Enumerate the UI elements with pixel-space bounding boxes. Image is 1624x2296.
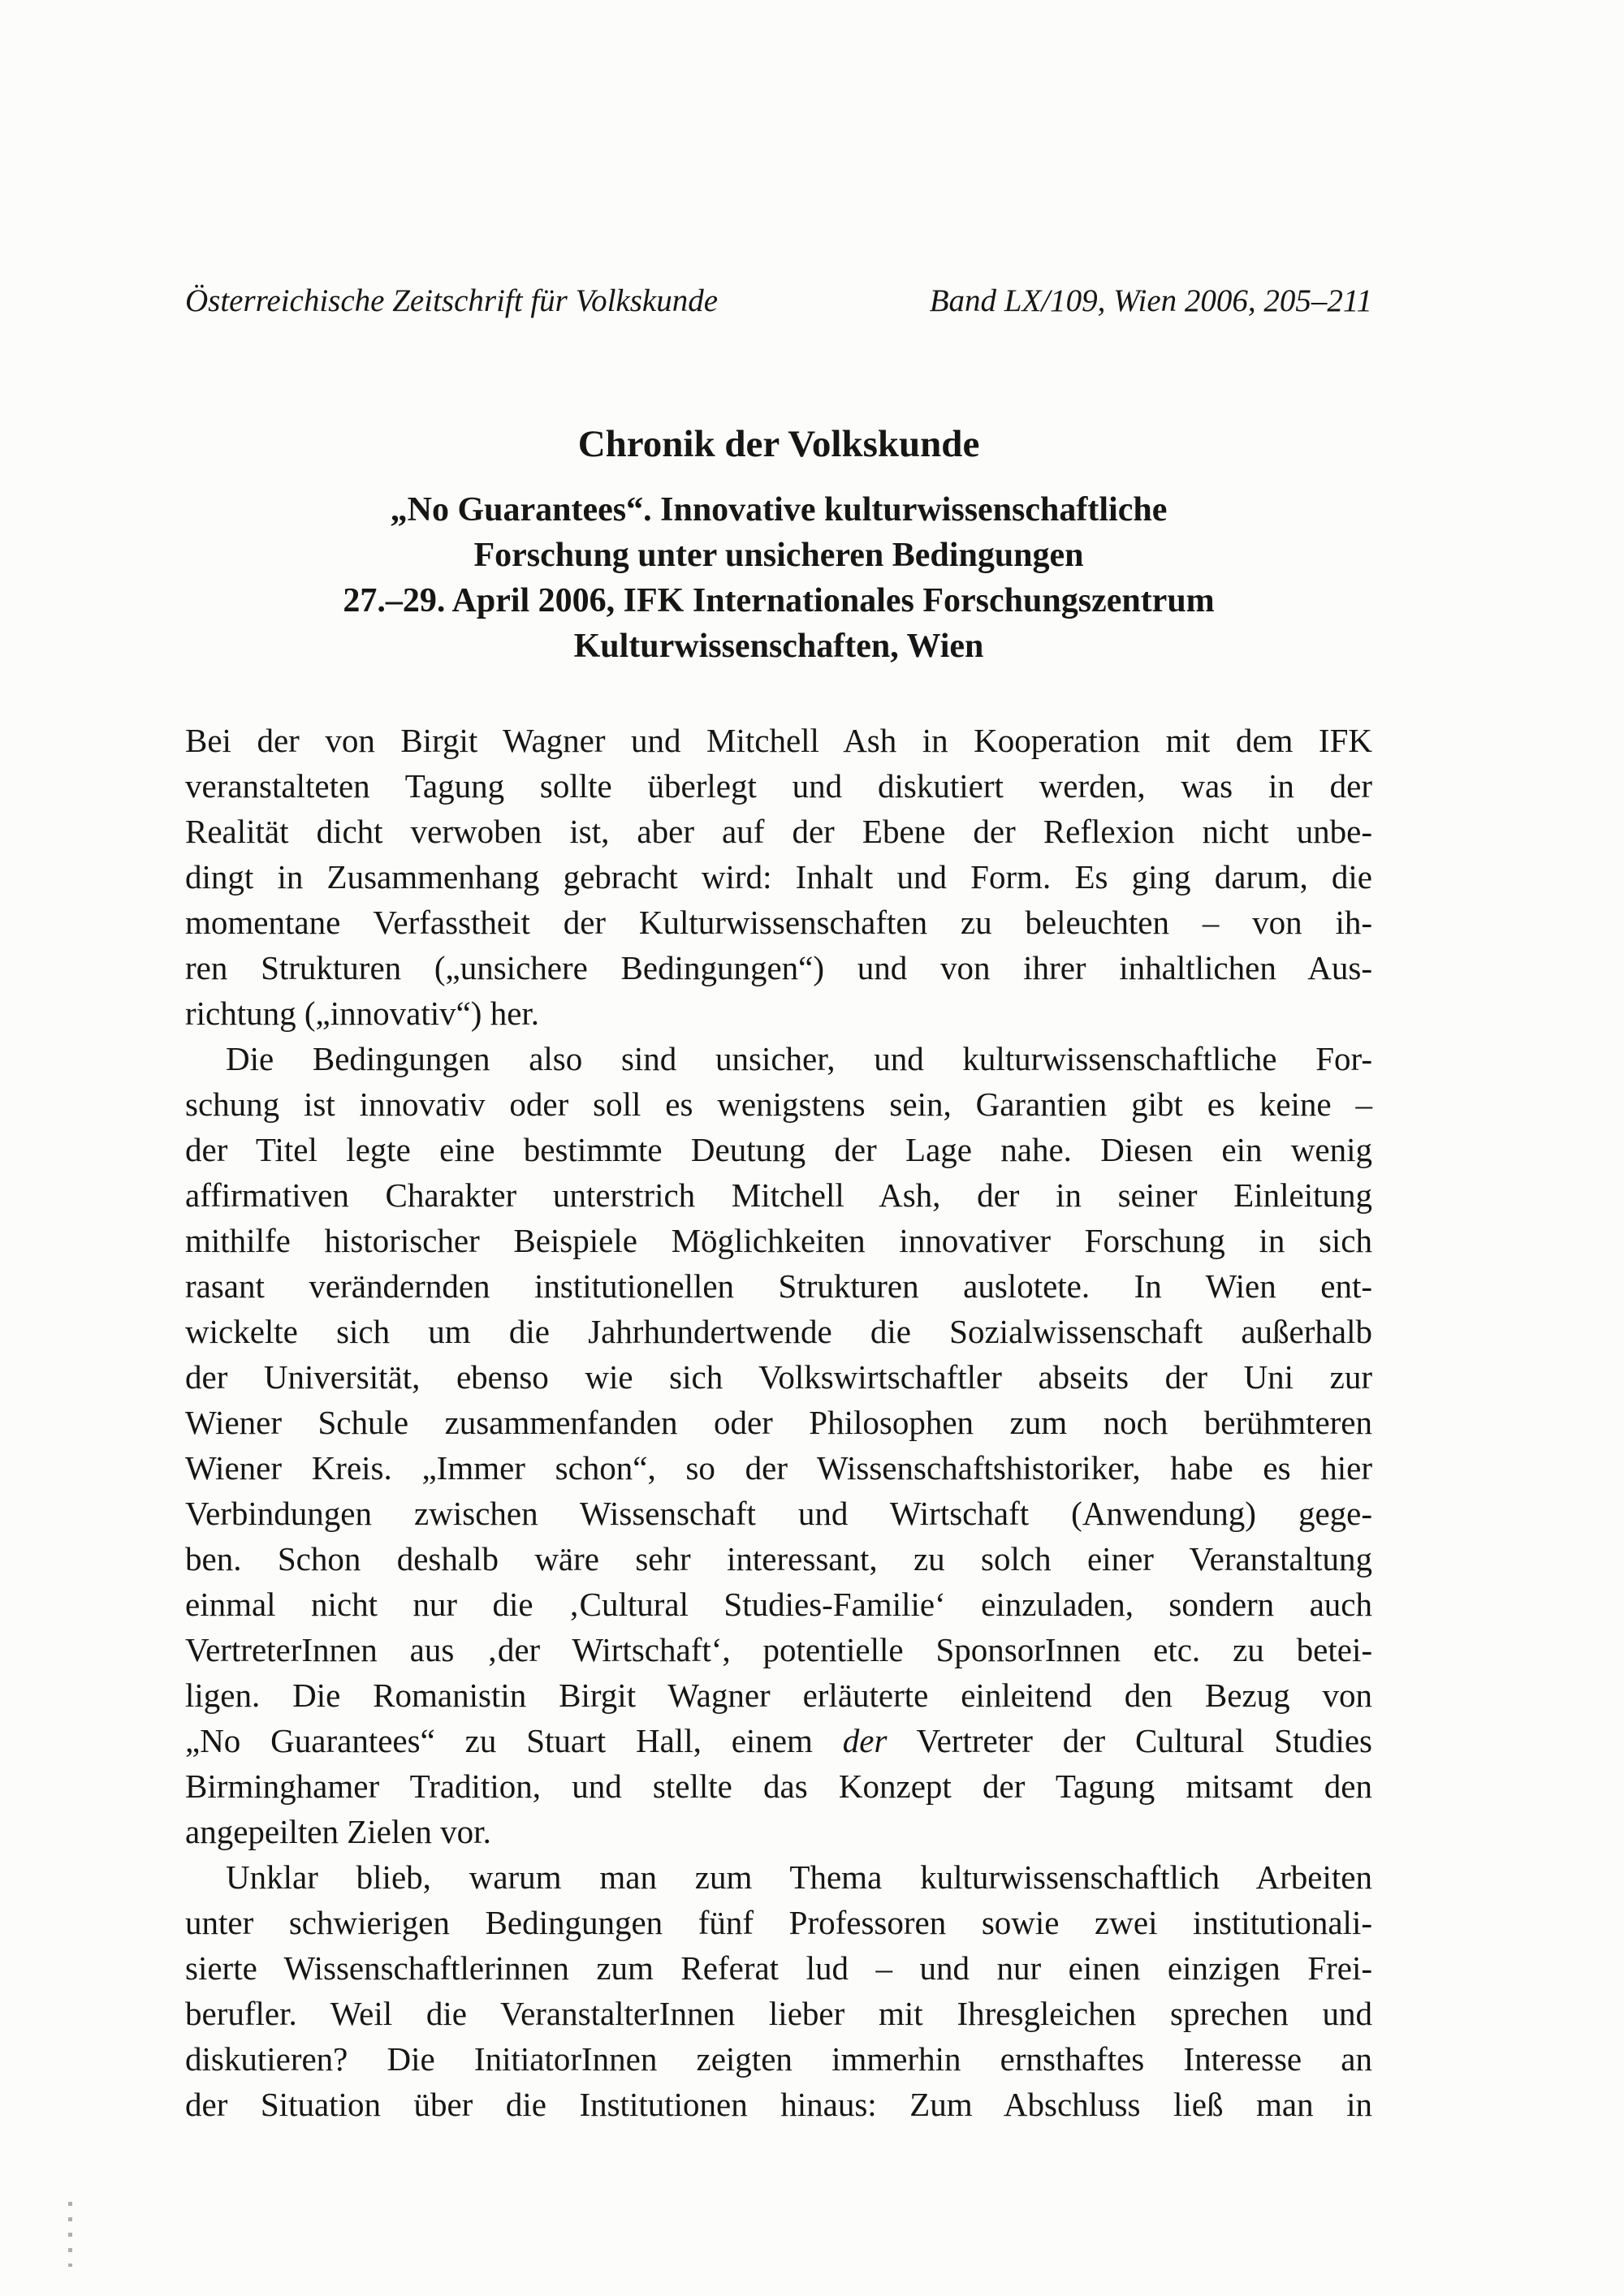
text-segment: Bei der von Birgit Wagner und Mitchell Ash in Kooperation mit dem IFK [185,722,1372,759]
text-segment: veranstalteten Tagung sollte überlegt und diskutiert werden, was in der [185,767,1372,805]
text-segment: der Situation über die Institutionen hinaus: Zum Abschluss ließ man in [185,2086,1372,2123]
article-title-line: Forschung unter unsicheren Bedingungen [473,537,1084,574]
text-segment: ren Strukturen („unsichere Bedingungen“) und von ihrer inhaltlichen Aus- [185,949,1372,986]
text-segment: VertreterInnen aus ‚der Wirtschaft‘, potentielle SponsorInnen etc. zu betei- [185,1631,1372,1668]
text-segment: Verbindungen zwischen Wissenschaft und Wirtschaft (Anwendung) gege- [185,1495,1372,1532]
italic-text: der [842,1722,888,1759]
text-line [185,718,1372,763]
text-line [185,1309,1372,1354]
text-line [185,945,1372,990]
text-line [185,1809,1372,1854]
text-line [185,1445,1372,1491]
text-segment: berufler. Weil die VeranstalterInnen lieber mit Ihresgleichen sprechen und [185,1995,1372,2032]
text-segment: ligen. Die Romanistin Birgit Wagner erläuterte einleitend den Bezug von [185,1677,1372,1714]
journal-title: Österreichische Zeitschrift für Volkskunde [185,283,719,318]
text-line [185,1491,1372,1536]
text-line [185,1036,1372,1081]
text-line [185,1536,1372,1582]
text-segment: angepeilten Zielen vor. [185,1813,491,1850]
heading-block [185,422,1372,669]
text-segment: „No Guarantees“ zu Stuart Hall, einem [185,1722,843,1759]
text-line [185,1672,1372,1718]
paragraph [185,718,1372,1036]
text-segment: schung ist innovativ oder soll es wenigstens sein, Garantien gibt es keine – [185,1085,1372,1123]
page-header [185,283,1372,321]
text-segment: Realität dicht verwoben ist, aber auf der Ebene der Reflexion nicht unbe- [185,813,1372,850]
text-segment: der Universität, ebenso wie sich Volkswirtschaftler abseits der Uni zur [185,1358,1372,1396]
text-segment: mithilfe historischer Beispiele Möglichkeiten innovativer Forschung in sich [185,1222,1372,1259]
article-title-line: Kulturwissenschaften, Wien [573,628,984,665]
article-title-line: 27.–29. April 2006, IFK Internationales Forschungszentrum [343,582,1215,619]
text-line [185,1854,1372,1900]
issue-info: Band LX/109, Wien 2006, 205–211 [929,283,1372,318]
text-line [185,1172,1372,1218]
text-segment: momentane Verfasstheit der Kulturwissenschaften zu beleuchten – von ih- [185,904,1372,941]
text-segment: Wiener Kreis. „Immer schon“, so der Wissenschaftshistoriker, habe es hier [185,1449,1372,1487]
text-segment: wickelte sich um die Jahrhundertwende die Sozialwissenschaft außerhalb [185,1313,1372,1350]
text-line [185,763,1372,809]
text-segment: affirmativen Charakter unterstrich Mitchell Ash, der in seiner Einleitung [185,1176,1372,1214]
text-line [185,1945,1372,1991]
text-line [185,900,1372,945]
text-line [185,1991,1372,2036]
text-line [185,1900,1372,1945]
text-line [185,854,1372,900]
text-line [185,1081,1372,1127]
text-line [185,1582,1372,1627]
text-line [185,2082,1372,2127]
text-line [185,990,1372,1036]
text-segment: Die Bedingungen also sind unsicher, und kulturwissenschaftliche For- [226,1040,1372,1077]
text-segment: Birminghamer Tradition, und stellte das Konzept der Tagung mitsamt den [185,1767,1372,1805]
text-segment: Unklar blieb, warum man zum Thema kulturwissenschaftlich Arbeiten [226,1858,1372,1896]
text-segment: sierte Wissenschaftlerinnen zum Referat lud – und nur einen einzigen Frei- [185,1949,1372,1987]
text-line [185,1718,1372,1763]
text-segment: richtung („innovativ“) her. [185,995,540,1032]
paragraph [185,1854,1372,2127]
text-segment: der Titel legte eine bestimmte Deutung der Lage nahe. Diesen ein wenig [185,1131,1372,1168]
text-line [185,1127,1372,1172]
text-line [185,1263,1372,1309]
text-segment: dingt in Zusammenhang gebracht wird: Inhalt und Form. Es ging darum, die [185,858,1372,896]
text-line [185,809,1372,854]
text-segment: rasant verändernden institutionellen Strukturen auslotete. In Wien ent- [185,1267,1372,1305]
text-segment: einmal nicht nur die ‚Cultural Studies-Familie‘ einzuladen, sondern auch [185,1586,1372,1623]
text-segment: unter schwierigen Bedingungen fünf Professoren sowie zwei institutionali- [185,1904,1372,1941]
article-title [185,487,1372,669]
text-segment: Wiener Schule zusammenfanden oder Philosophen zum noch berühmteren [185,1404,1372,1441]
body-paragraphs [185,718,1372,2127]
paragraph [185,1036,1372,1854]
text-segment: diskutieren? Die InitiatorInnen zeigten immerhin ernsthaftes Interesse an [185,2040,1372,2078]
text-line [185,1627,1372,1672]
text-line [185,1763,1372,1809]
text-segment: Vertreter der Cultural Studies [887,1722,1372,1759]
text-line [185,1354,1372,1400]
text-line [185,2036,1372,2082]
section-title: Chronik der Volkskunde [577,423,980,465]
scan-artifact-mark [68,2202,72,2267]
text-line [185,1400,1372,1445]
article-title-line: „No Guarantees“. Innovative kulturwissenschaftliche [390,491,1168,529]
text-line [185,1218,1372,1263]
text-segment: ben. Schon deshalb wäre sehr interessant, zu solch einer Veranstaltung [185,1540,1372,1577]
